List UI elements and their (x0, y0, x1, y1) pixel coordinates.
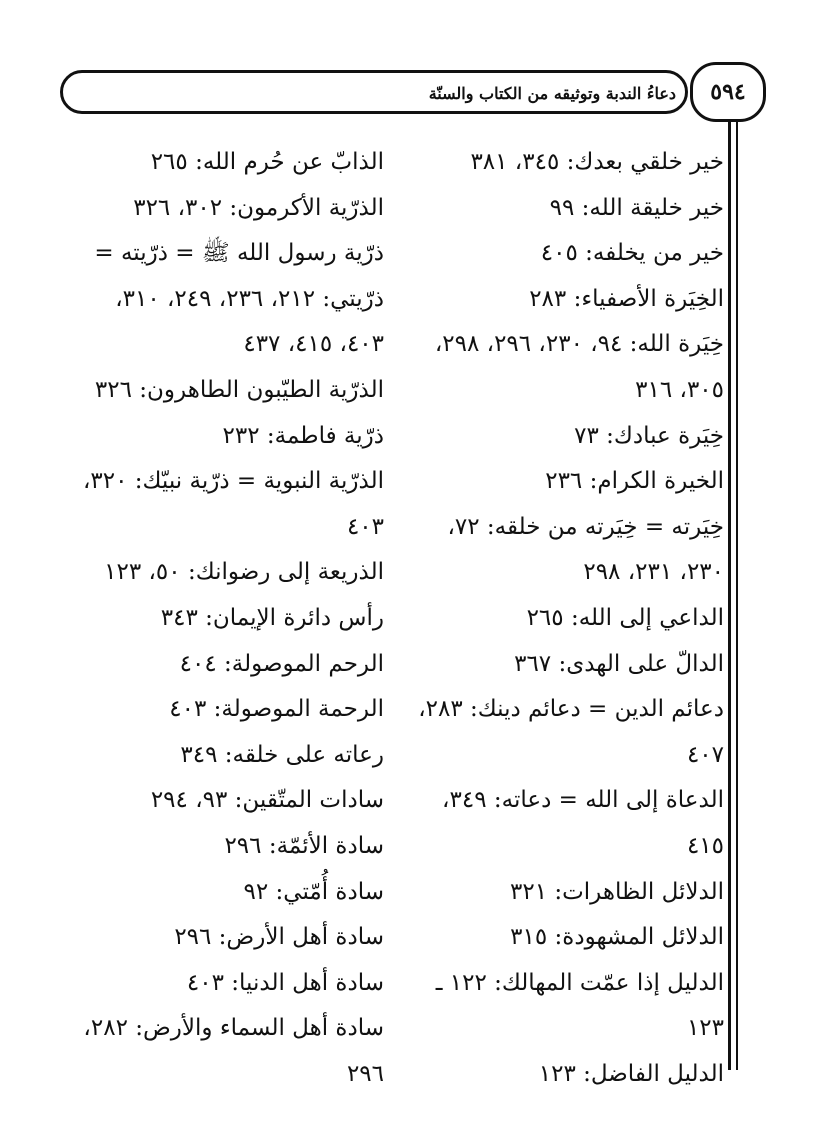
index-entry: ذرّية رسول الله ﷺ = ذرّيته = (94, 240, 384, 267)
index-entry: الرحمة الموصولة: ٤٠٣ (169, 696, 384, 723)
index-entry: الدلائل الظاهرات: ٣٢١ (510, 878, 724, 905)
index-entry: سادات المتّقين: ٩٣، ٢٩٤ (150, 787, 384, 814)
page-number: ٥٩٤ (710, 79, 746, 105)
index-entry-continued: ٢٩٦ (346, 1060, 384, 1087)
index-entry-continued: ٤٠٧ (686, 741, 724, 768)
index-entry: الخيرة الكرام: ٢٣٦ (545, 468, 724, 495)
index-entry: خير من يخلفه: ٤٠٥ (540, 240, 724, 267)
index-entry: الرحم الموصولة: ٤٠٤ (179, 650, 384, 677)
index-entry: الذرّية الطيّبون الطاهرون: ٣٢٦ (94, 376, 384, 403)
index-entry-continued: ٣٠٥، ٣١٦ (635, 376, 724, 403)
index-entry: سادة أُمّتي: ٩٢ (243, 878, 384, 905)
index-entry: الداعي إلى الله: ٢٦٥ (526, 604, 724, 631)
index-entry: سادة أهل السماء والأرض: ٢٨٢، (83, 1015, 384, 1042)
index-entry: الذريعة إلى رضوانك: ٥٠، ١٢٣ (104, 559, 384, 586)
index-entry: دعائم الدين = دعائم دينك: ٢٨٣، (418, 696, 724, 723)
page-number-badge (690, 62, 766, 122)
index-entry: الخِيَرة الأصفياء: ٢٨٣ (529, 285, 724, 312)
index-entry: ذرّية فاطمة: ٢٣٢ (222, 422, 384, 449)
index-entry: سادة الأئمّة: ٢٩٦ (224, 832, 384, 859)
index-entry: خِيَرته = خِيَرته من خلقه: ٧٢، (447, 513, 724, 540)
index-entry: الذابّ عن حُرم الله: ٢٦٥ (150, 149, 384, 175)
running-head-title: دعاءُ الندبة وتوثيقه من الكتاب والسنّة (428, 84, 676, 103)
index-entry: الدالّ على الهدى: ٣٦٧ (514, 650, 724, 677)
index-entry: الدليل الفاضل: ١٢٣ (538, 1060, 724, 1087)
index-entry-continued: ٢٣٠، ٢٣١، ٢٩٨ (583, 559, 724, 586)
column-rule-outer (728, 120, 731, 1070)
index-entry: الدليل إذا عمّت المهالك: ١٢٢ ـ (435, 969, 724, 996)
index-entry: سادة أهل الدنيا: ٤٠٣ (186, 969, 384, 996)
index-entry-continued: ٤٠٣ (346, 513, 384, 540)
index-entry: الدعاة إلى الله = دعاته: ٣٤٩، ٤١٥ (442, 787, 724, 859)
column-rule-inner (736, 120, 738, 1070)
index-entry-continued: ٤٠٣، ٤١٥، ٤٣٧ (243, 331, 384, 358)
index-entry: خير خلقي بعدك: ٣٤٥، ٣٨١ (470, 149, 724, 175)
index-column-right (412, 140, 724, 1097)
index-entry: خير خليقة الله: ٩٩ (549, 194, 724, 221)
index-entry: الذرّية الأكرمون: ٣٠٢، ٣٢٦ (133, 194, 384, 221)
index-entry: رعاته على خلقه: ٣٤٩ (180, 741, 384, 768)
index-entry: خِيَرة الله: ٩٤، ٢٣٠، ٢٩٦، ٢٩٨، (434, 331, 724, 358)
index-entry-continued: ١٢٣ (686, 1015, 724, 1042)
index-entry-continued: ذرّيتي: ٢١٢، ٢٣٦، ٢٤٩، ٣١٠، (115, 285, 384, 312)
index-entry: خِيَرة عبادك: ٧٣ (574, 422, 724, 449)
index-entry: سادة أهل الأرض: ٢٩٦ (174, 924, 384, 951)
index-entry: الدلائل المشهودة: ٣١٥ (510, 924, 724, 951)
index-column-left (80, 140, 384, 1097)
index-entry: رأس دائرة الإيمان: ٣٤٣ (160, 604, 384, 631)
index-entry: الذرّية النبوية = ذرّية نبيّك: ٣٢٠، (82, 468, 384, 495)
